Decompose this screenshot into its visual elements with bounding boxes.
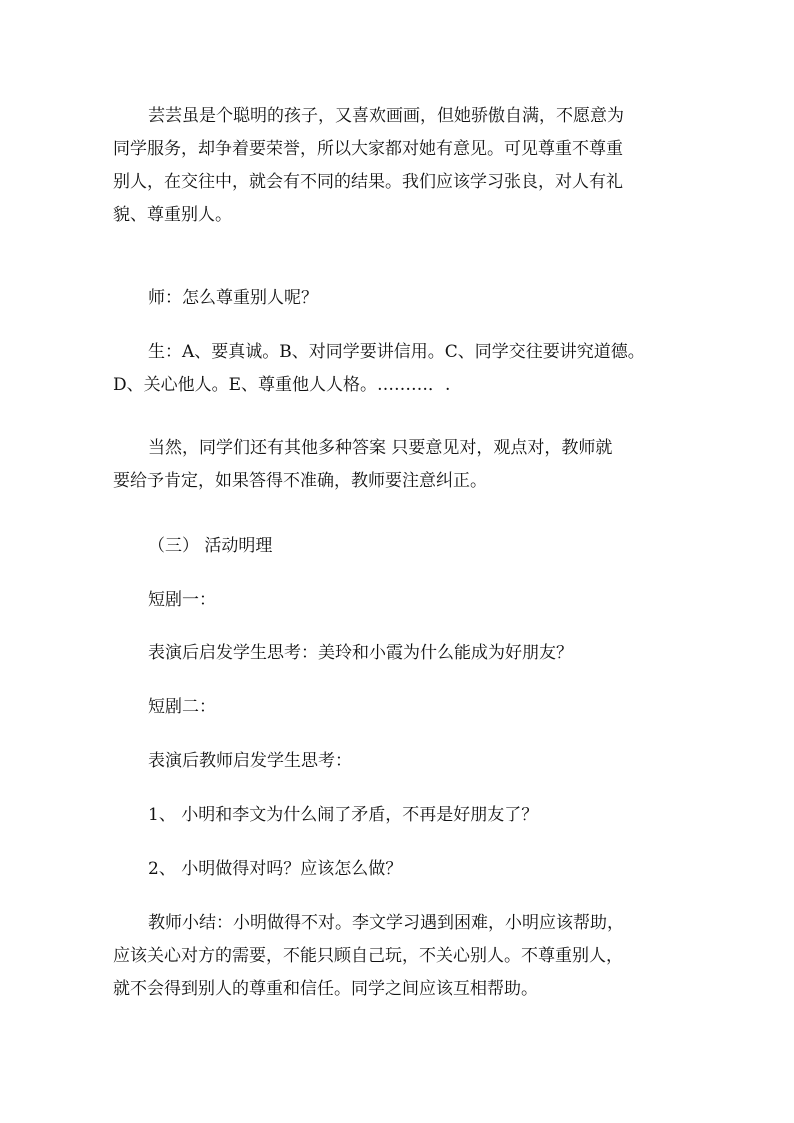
paragraph-1-line-3: 别人，在交往中，就会有不同的结果。我们应该学习张良，对人有礼 — [113, 172, 623, 192]
paragraph-4-line-1: 当然，同学们还有其他多种答案 只要意见对，观点对，教师就 — [148, 438, 613, 458]
paragraph-3-line-1: 生：A、要真诚。B、对同学要讲信用。C、同学交往要讲究道德。 — [148, 342, 645, 362]
paragraph-skit-2-intro-line-1: 表演后教师启发学生思考： — [148, 751, 352, 771]
paragraph-1-line-2: 同学服务，却争着要荣誉，所以大家都对她有意见。可见尊重不尊重 — [113, 139, 623, 159]
paragraph-4-line-2: 要给予肯定，如果答得不准确，教师要注意纠正。 — [113, 471, 487, 491]
list-item-2-line-1: 2、 小明做得对吗？应该怎么做？ — [148, 859, 403, 879]
list-item-2 — [113, 853, 693, 886]
paragraph-skit-2-line-1: 短剧二： — [148, 697, 216, 717]
paragraph-4 — [113, 432, 693, 498]
paragraph-summary — [113, 907, 693, 1006]
paragraph-2 — [113, 282, 693, 315]
paragraph-3-line-2: D、关心他人。E、尊重他人人格。………．. — [113, 375, 451, 395]
section-heading — [113, 530, 693, 563]
paragraph-skit-2 — [113, 691, 693, 724]
section-heading-line-1: （三） 活动明理 — [148, 536, 273, 556]
list-item-1-line-1: 1、 小明和李文为什么闹了矛盾，不再是好朋友了？ — [148, 805, 539, 825]
paragraph-1 — [113, 100, 693, 232]
paragraph-skit-1-question-line-1: 表演后启发学生思考：美玲和小霞为什么能成为好朋友？ — [148, 643, 573, 663]
paragraph-summary-line-3: 就不会得到别人的尊重和信任。同学之间应该互相帮助。 — [113, 979, 538, 999]
paragraph-summary-line-1: 教师小结：小明做得不对。李文学习遇到困难，小明应该帮助， — [148, 913, 624, 933]
paragraph-summary-line-2: 应该关心对方的需要，不能只顾自己玩，不关心别人。不尊重别人， — [113, 946, 623, 966]
paragraph-1-line-4: 貌、尊重别人。 — [113, 205, 232, 225]
paragraph-skit-1-question — [113, 637, 693, 670]
paragraph-skit-1-line-1: 短剧一： — [148, 590, 216, 610]
paragraph-1-line-1: 芸芸虽是个聪明的孩子，又喜欢画画，但她骄傲自满，不愿意为 — [148, 106, 624, 126]
paragraph-3 — [113, 336, 693, 402]
list-item-1 — [113, 799, 693, 832]
paragraph-2-line-1: 师：怎么尊重别人呢？ — [148, 288, 318, 308]
paragraph-skit-2-intro — [113, 745, 693, 778]
paragraph-skit-1 — [113, 584, 693, 617]
